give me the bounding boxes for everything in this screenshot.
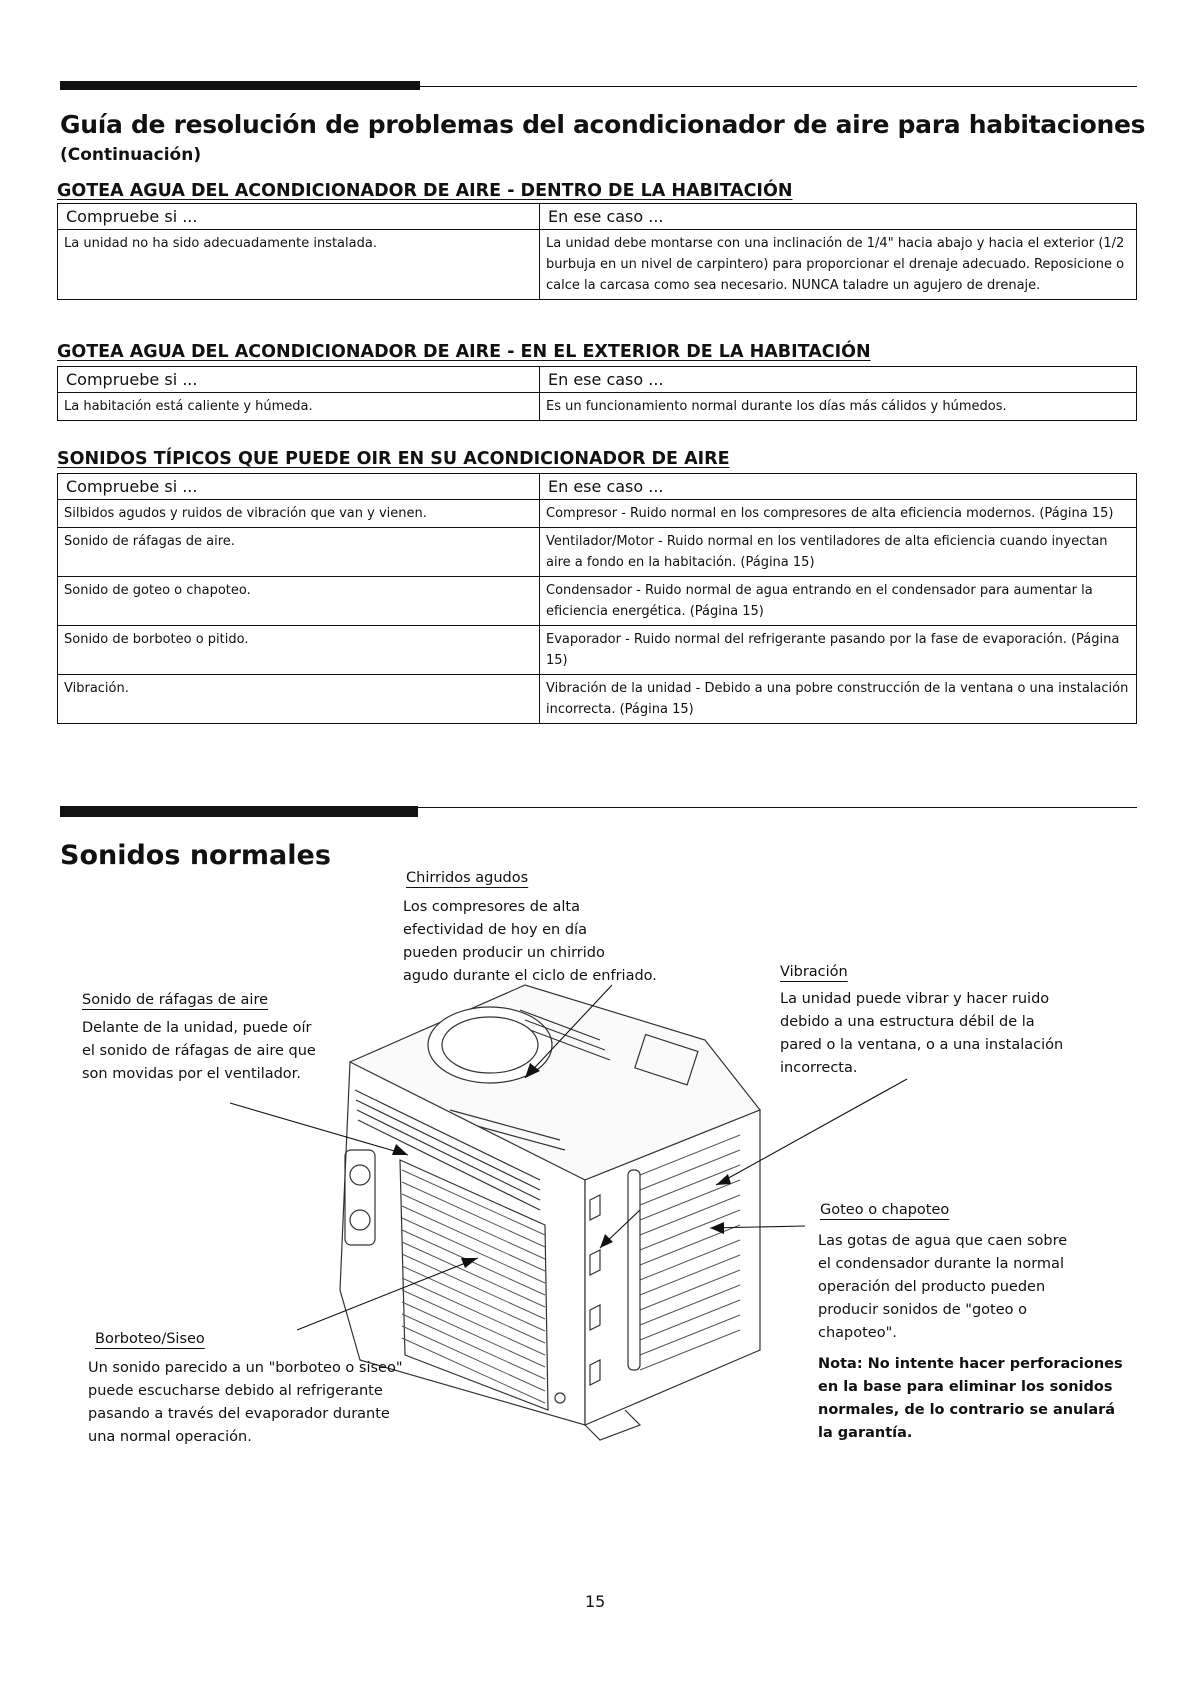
desc-line: La unidad puede vibrar y hacer ruido xyxy=(780,991,1050,1007)
desc-line: Las gotas de agua que caen sobre xyxy=(818,1233,1068,1249)
desc-line: agudo durante el ciclo de enfriado. xyxy=(403,968,657,984)
col-header-check: Compruebe si ... xyxy=(58,367,540,393)
desc-line: chapoteo". xyxy=(818,1325,897,1341)
section-title-inside: GOTEA AGUA DEL ACONDICIONADOR DE AIRE - DENTRO DE LA HABITACIÓN xyxy=(57,181,793,201)
desc-line: pasando a través del evaporador durante xyxy=(88,1406,390,1422)
desc-line: son movidas por el ventilador. xyxy=(82,1066,301,1082)
section-title-outside: GOTEA AGUA DEL ACONDICIONADOR DE AIRE - EN EL EXTERIOR DE LA HABITACIÓN xyxy=(57,342,871,362)
cell-then: Vibración de la unidad - Debido a una pobre construcción de la ventana o una instalación incorrecta. (Página 15) xyxy=(540,675,1137,724)
note-line: la garantía. xyxy=(818,1425,913,1441)
normal-sounds-title: Sonidos normales xyxy=(60,840,331,871)
desc-borboteo xyxy=(88,1357,403,1449)
caption-goteo: Goteo o chapoteo xyxy=(820,1202,950,1218)
caption-chirridos: Chirridos agudos xyxy=(406,870,529,886)
desc-line: puede escucharse debido al refrigerante xyxy=(88,1383,383,1399)
desc-line: efectividad de hoy en día xyxy=(403,922,587,938)
desc-line: una normal operación. xyxy=(88,1429,252,1445)
desc-line: producir sonidos de "goteo o xyxy=(818,1302,1028,1318)
desc-line: debido a una estructura débil de la xyxy=(780,1014,1035,1030)
caption-vibracion: Vibración xyxy=(780,964,848,980)
warranty-note xyxy=(818,1353,1123,1445)
desc-goteo xyxy=(818,1230,1067,1345)
cell-then: La unidad debe montarse con una inclinación de 1/4" hacia abajo y hacia el exterior (1/2 burbuja en un nivel de carpintero) para proporcionar el drenaje adecuado. Reposicione o calce la carcasa como sea necesario. NUNCA taladre un agujero de drenaje. xyxy=(540,230,1137,300)
desc-line: operación del producto pueden xyxy=(818,1279,1046,1295)
desc-line: Un sonido parecido a un "borboteo o siseo" xyxy=(88,1360,403,1376)
desc-vibracion xyxy=(780,988,1063,1080)
desc-line: Delante de la unidad, puede oír xyxy=(82,1020,312,1036)
col-header-check: Compruebe si ... xyxy=(58,204,540,230)
cell-check: Sonido de goteo o chapoteo. xyxy=(58,577,540,626)
note-line: normales, de lo contrario se anulará xyxy=(818,1402,1116,1418)
desc-line: incorrecta. xyxy=(780,1060,858,1076)
desc-chirridos xyxy=(403,896,657,988)
cell-then: Compresor - Ruido normal en los compresores de alta eficiencia modernos. (Página 15) xyxy=(540,500,1137,528)
caption-borboteo: Borboteo/Siseo xyxy=(95,1331,205,1347)
col-header-then: En ese caso ... xyxy=(540,204,1137,230)
cell-then: Condensador - Ruido normal de agua entrando en el condensador para aumentar la eficiencia energética. (Página 15) xyxy=(540,577,1137,626)
cell-check: Sonido de borboteo o pitido. xyxy=(58,626,540,675)
cell-then: Es un funcionamiento normal durante los días más cálidos y húmedos. xyxy=(540,393,1137,421)
desc-line: Los compresores de alta xyxy=(403,899,580,915)
note-line: en la base para eliminar los sonidos xyxy=(818,1379,1113,1395)
col-header-then: En ese caso ... xyxy=(540,474,1137,500)
page-subtitle: (Continuación) xyxy=(60,145,202,165)
cell-check: Vibración. xyxy=(58,675,540,724)
section-title-sounds: SONIDOS TÍPICOS QUE PUEDE OIR EN SU ACONDICIONADOR DE AIRE xyxy=(57,449,730,469)
desc-line: pueden producir un chirrido xyxy=(403,945,605,961)
cell-check: Sonido de ráfagas de aire. xyxy=(58,528,540,577)
cell-then: Ventilador/Motor - Ruido normal en los ventiladores de alta eficiencia cuando inyectan aire a fondo en la habitación. (Página 15) xyxy=(540,528,1137,577)
desc-rafagas xyxy=(82,1017,316,1086)
cell-check: Silbidos agudos y ruidos de vibración que van y vienen. xyxy=(58,500,540,528)
note-line: Nota: No intente hacer perforaciones xyxy=(818,1356,1123,1372)
cell-check: La unidad no ha sido adecuadamente instalada. xyxy=(58,230,540,300)
desc-line: el sonido de ráfagas de aire que xyxy=(82,1043,316,1059)
col-header-then: En ese caso ... xyxy=(540,367,1137,393)
col-header-check: Compruebe si ... xyxy=(58,474,540,500)
cell-check: La habitación está caliente y húmeda. xyxy=(58,393,540,421)
desc-line: el condensador durante la normal xyxy=(818,1256,1064,1272)
cell-then: Evaporador - Ruido normal del refrigerante pasando por la fase de evaporación. (Página 15) xyxy=(540,626,1137,675)
caption-rafagas: Sonido de ráfagas de aire xyxy=(82,992,269,1008)
page-title: Guía de resolución de problemas del acondicionador de aire para habitaciones xyxy=(60,110,1146,139)
page-number: 15 xyxy=(585,1592,606,1611)
desc-line: pared o la ventana, o a una instalación xyxy=(780,1037,1064,1053)
